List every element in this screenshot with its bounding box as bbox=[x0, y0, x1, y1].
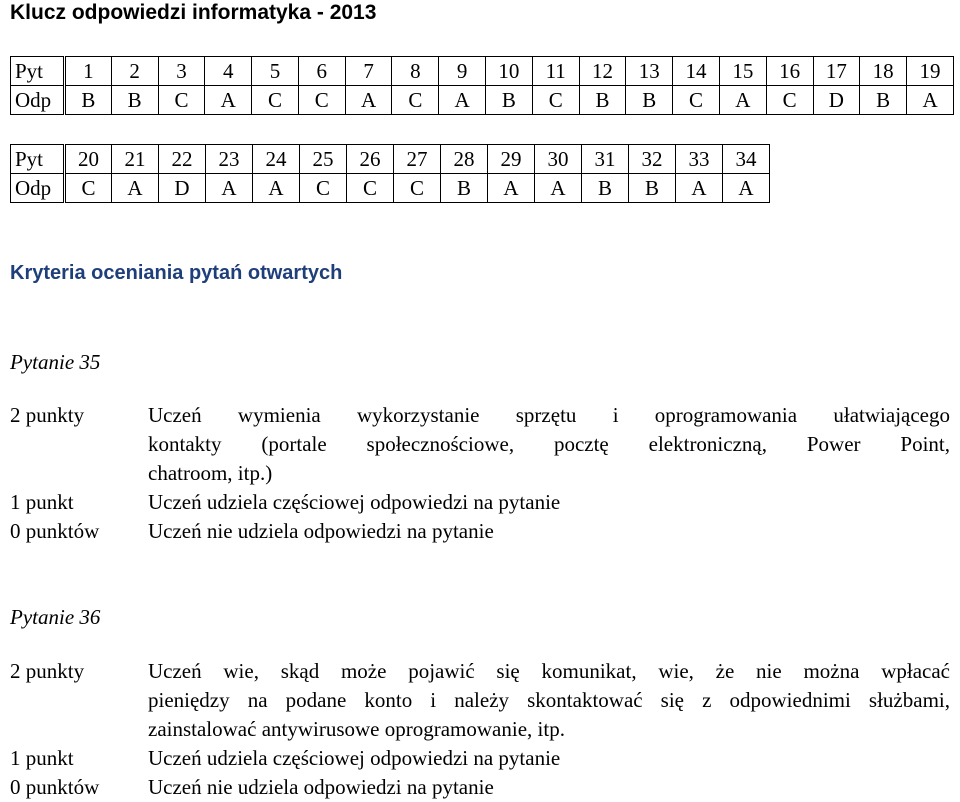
criterion-row bbox=[10, 401, 950, 430]
answer-cell: C bbox=[158, 86, 205, 115]
answer-cell: C bbox=[394, 174, 441, 203]
answer-cell: B bbox=[626, 86, 673, 115]
question-35-title: Pytanie 35 bbox=[10, 350, 101, 374]
question-number-cell: 10 bbox=[486, 57, 533, 86]
criterion-row bbox=[10, 773, 950, 802]
points-label: 0 punktów bbox=[10, 519, 100, 543]
question-number-cell: 33 bbox=[676, 145, 723, 174]
answer-cell: C bbox=[298, 86, 345, 115]
criterion-description: chatroom, itp.) bbox=[148, 461, 273, 485]
criterion-description: zainstalować antywirusowe oprogramowanie, itp. bbox=[148, 717, 565, 741]
question-number-cell: 15 bbox=[719, 57, 766, 86]
criterion-row bbox=[10, 517, 950, 546]
question-number-cell: 34 bbox=[723, 145, 770, 174]
answer-cell: B bbox=[111, 86, 158, 115]
question-number-cell: 26 bbox=[347, 145, 394, 174]
pyt-header-cell: Pyt bbox=[11, 57, 65, 86]
answer-cell: D bbox=[159, 174, 206, 203]
question-number-cell: 29 bbox=[488, 145, 535, 174]
points-label: 1 punkt bbox=[10, 746, 74, 770]
question-number-cell: 3 bbox=[158, 57, 205, 86]
criterion-row bbox=[10, 430, 950, 459]
points-label bbox=[10, 430, 148, 459]
question-number-cell: 5 bbox=[252, 57, 299, 86]
question-number-cell: 14 bbox=[673, 57, 720, 86]
answer-cell: A bbox=[676, 174, 723, 203]
answer-key-table-2 bbox=[10, 144, 770, 203]
criterion-description: Uczeń udziela częściowej odpowiedzi na pytanie bbox=[148, 490, 561, 514]
answer-cell: B bbox=[486, 86, 533, 115]
criterion-description: kontakty (portale społecznościowe, pocztę elektroniczną, Power Point, bbox=[148, 432, 950, 456]
criterion-description: Uczeń wymienia wykorzystanie sprzętu i oprogramowania ułatwiającego bbox=[148, 403, 950, 427]
answer-cell: C bbox=[766, 86, 813, 115]
answer-cell: C bbox=[532, 86, 579, 115]
points-label: 2 punkty bbox=[10, 659, 85, 683]
answer-cell: C bbox=[65, 174, 112, 203]
answer-cell: C bbox=[392, 86, 439, 115]
answer-cell: C bbox=[673, 86, 720, 115]
answer-cell: C bbox=[300, 174, 347, 203]
question-number-cell: 7 bbox=[345, 57, 392, 86]
question-number-cell: 21 bbox=[112, 145, 159, 174]
question-number-row bbox=[11, 145, 770, 174]
answer-row bbox=[11, 86, 954, 115]
criterion-row bbox=[10, 744, 950, 773]
answer-cell: B bbox=[65, 86, 112, 115]
points-label: 1 punkt bbox=[10, 490, 74, 514]
points-label bbox=[10, 686, 148, 715]
question-number-cell: 24 bbox=[253, 145, 300, 174]
answer-cell: A bbox=[723, 174, 770, 203]
criterion-row bbox=[10, 657, 950, 686]
answer-cell: B bbox=[582, 174, 629, 203]
answer-row bbox=[11, 174, 770, 203]
question-number-cell: 30 bbox=[535, 145, 582, 174]
criterion-description: Uczeń nie udziela odpowiedzi na pytanie bbox=[148, 519, 494, 543]
answer-cell: A bbox=[345, 86, 392, 115]
criterion-description: Uczeń wie, skąd może pojawić się komunikat, wie, że nie można wpłacać bbox=[148, 659, 950, 683]
odp-header-cell: Odp bbox=[11, 174, 65, 203]
question-36-criteria bbox=[10, 657, 950, 802]
criterion-row bbox=[10, 715, 950, 744]
answer-cell: A bbox=[719, 86, 766, 115]
question-35-criteria bbox=[10, 401, 950, 546]
points-label: 0 punktów bbox=[10, 775, 100, 799]
question-number-cell: 32 bbox=[629, 145, 676, 174]
answer-cell: A bbox=[535, 174, 582, 203]
question-number-cell: 6 bbox=[298, 57, 345, 86]
points-label bbox=[10, 459, 148, 488]
question-number-cell: 19 bbox=[907, 57, 954, 86]
question-number-cell: 13 bbox=[626, 57, 673, 86]
answer-cell: A bbox=[112, 174, 159, 203]
answer-cell: C bbox=[252, 86, 299, 115]
question-number-cell: 25 bbox=[300, 145, 347, 174]
question-number-cell: 17 bbox=[813, 57, 860, 86]
question-number-cell: 22 bbox=[159, 145, 206, 174]
points-label: 2 punkty bbox=[10, 403, 85, 427]
question-number-cell: 16 bbox=[766, 57, 813, 86]
odp-header-cell: Odp bbox=[11, 86, 65, 115]
answer-cell: A bbox=[907, 86, 954, 115]
question-number-cell: 31 bbox=[582, 145, 629, 174]
criterion-description: Uczeń udziela częściowej odpowiedzi na pytanie bbox=[148, 746, 561, 770]
criterion-row bbox=[10, 488, 950, 517]
question-number-cell: 8 bbox=[392, 57, 439, 86]
question-number-cell: 27 bbox=[394, 145, 441, 174]
question-number-cell: 28 bbox=[441, 145, 488, 174]
answer-cell: A bbox=[206, 174, 253, 203]
question-number-cell: 20 bbox=[65, 145, 112, 174]
answer-cell: B bbox=[860, 86, 907, 115]
answer-cell: C bbox=[347, 174, 394, 203]
question-number-cell: 9 bbox=[439, 57, 486, 86]
answer-cell: B bbox=[629, 174, 676, 203]
answer-cell: B bbox=[579, 86, 626, 115]
question-number-cell: 11 bbox=[532, 57, 579, 86]
criterion-description: pieniędzy na podane konto i należy skontaktować się z odpowiednimi służbami, bbox=[148, 688, 950, 712]
criterion-row bbox=[10, 686, 950, 715]
answer-key-table-1 bbox=[10, 56, 954, 115]
answer-cell: A bbox=[253, 174, 300, 203]
question-number-cell: 1 bbox=[65, 57, 112, 86]
question-number-cell: 18 bbox=[860, 57, 907, 86]
criterion-description: Uczeń nie udziela odpowiedzi na pytanie bbox=[148, 775, 494, 799]
question-number-cell: 2 bbox=[111, 57, 158, 86]
answer-cell: A bbox=[205, 86, 252, 115]
question-number-cell: 4 bbox=[205, 57, 252, 86]
points-label bbox=[10, 715, 148, 744]
answer-cell: B bbox=[441, 174, 488, 203]
answer-cell: A bbox=[439, 86, 486, 115]
answer-cell: A bbox=[488, 174, 535, 203]
question-number-cell: 23 bbox=[206, 145, 253, 174]
page-title: Klucz odpowiedzi informatyka - 2013 bbox=[10, 1, 377, 24]
criteria-section-title: Kryteria oceniania pytań otwartych bbox=[10, 262, 343, 284]
pyt-header-cell: Pyt bbox=[11, 145, 65, 174]
criterion-row bbox=[10, 459, 950, 488]
question-number-row bbox=[11, 57, 954, 86]
answer-cell: D bbox=[813, 86, 860, 115]
question-number-cell: 12 bbox=[579, 57, 626, 86]
question-36-title: Pytanie 36 bbox=[10, 605, 101, 629]
